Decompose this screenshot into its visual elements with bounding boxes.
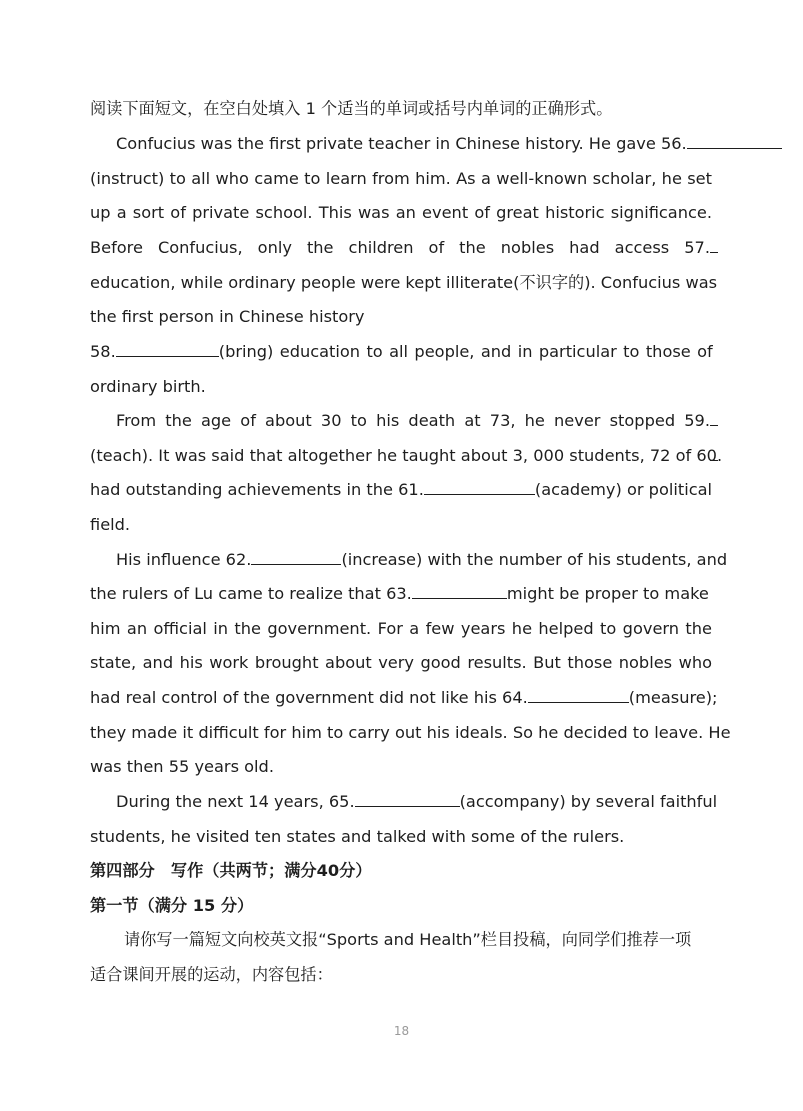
page-number: 18 [393, 1024, 410, 1038]
passage-line [90, 583, 712, 605]
passage-line: state, and his work brought about very good results. But those nobles who [90, 653, 712, 672]
subsection-heading: 第一节（满分 15 分） [90, 896, 254, 915]
passage-line [116, 410, 712, 432]
section-heading: 第四部分 写作（共两节；满分40分） [90, 861, 372, 880]
passage-text: had real control of the government did not like his 64. [90, 688, 528, 707]
passage-line: the first person in Chinese history [90, 307, 365, 326]
passage-text: (bring) education to all people, and in particular to those of [218, 342, 713, 361]
passage-text: (teach). It was said that altogether he taught about 3, 000 students, 72 of 60. [90, 446, 723, 465]
blank-64[interactable] [528, 687, 629, 703]
passage-text: Before Confucius, only the children of the nobles had access 57. [90, 238, 710, 257]
passage-text: (measure); [628, 688, 718, 707]
blank-62[interactable] [251, 549, 341, 565]
blank-65[interactable] [355, 791, 460, 807]
blank-59[interactable] [710, 410, 718, 426]
passage-line [90, 237, 712, 259]
passage-text: During the next 14 years, 65. [116, 792, 355, 811]
passage-line: students, he visited ten states and talked with some of the rulers. [90, 827, 625, 846]
passage-line: ordinary birth. [90, 377, 206, 396]
passage-line: up a sort of private school. This was an event of great historic significance. [90, 203, 712, 222]
writing-task: 适合课间开展的运动，内容包括： [90, 965, 333, 984]
blank-63[interactable] [412, 583, 507, 599]
passage-line [90, 479, 712, 501]
passage-line: field. [90, 515, 131, 534]
blank-58[interactable] [116, 341, 219, 357]
passage-line [116, 133, 764, 155]
passage-line: they made it difficult for him to carry out his ideals. So he decided to leave. He [90, 723, 731, 742]
passage-line [116, 791, 718, 813]
passage-text: had outstanding achievements in the 61. [90, 480, 424, 499]
question-number: 58. [90, 342, 116, 361]
passage-text: His influence 62. [116, 550, 252, 569]
writing-task: 请你写一篇短文向校英文报“Sports and Health”栏目投稿，向同学们推荐一项 [124, 930, 692, 949]
passage-line [116, 549, 728, 571]
instruction: 阅读下面短文，在空白处填入 1 个适当的单词或括号内单词的正确形式。 [90, 99, 613, 118]
passage-line [90, 687, 718, 709]
passage-text: the rulers of Lu came to realize that 63. [90, 584, 412, 603]
blank-60[interactable] [710, 445, 718, 461]
passage-line: him an official in the government. For a few years he helped to govern the [90, 619, 712, 638]
passage-text: might be proper to make [506, 584, 709, 603]
passage-line [90, 341, 712, 363]
passage-text: (increase) with the number of his students, and [341, 550, 728, 569]
passage-text: From the age of about 30 to his death at 73, he never stopped 59. [116, 411, 710, 430]
passage-line: (instruct) to all who came to learn from him. As a well-known scholar, he set [90, 169, 712, 188]
passage-line: education, while ordinary people were kept illiterate(不识字的). Confucius was [90, 273, 718, 292]
passage-line: was then 55 years old. [90, 757, 274, 776]
passage-line [90, 445, 723, 467]
passage-text: Confucius was the first private teacher in Chinese history. He gave 56. [116, 134, 687, 153]
blank-57[interactable] [710, 237, 718, 253]
passage-text: (accompany) by several faithful [459, 792, 718, 811]
blank-56[interactable] [687, 133, 782, 149]
passage-text: (academy) or political [534, 480, 713, 499]
blank-61[interactable] [424, 479, 535, 495]
